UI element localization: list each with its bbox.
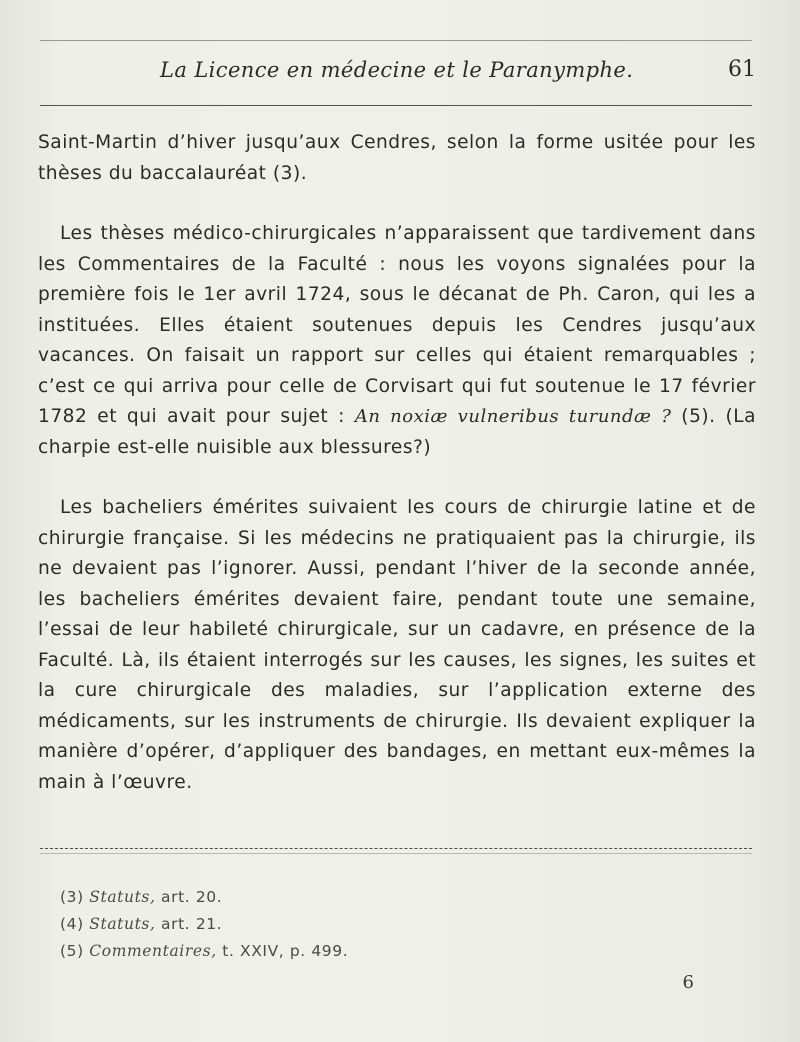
footnote-reference: art. 20. <box>155 888 223 906</box>
header-rule <box>40 105 752 106</box>
footnotes <box>60 884 348 965</box>
footnote-5 <box>60 938 348 965</box>
paragraph-2 <box>38 219 756 463</box>
footnote-source: Statuts, <box>89 888 156 906</box>
paragraph-3-text: Les bacheliers émérites suivaient les cours de chirurgie latine et de chirurgie française. Si les médecins ne pratiquaient pas la chirurgie, ils ne devaient pas l’ignorer. Aussi, pendant l’hiver de la seconde année, les bacheliers émérites devaient faire, pendant toute une semaine, l’essai de leur habileté chirurgicale, sur un cadavre, en présence de la Faculté. Là, ils étaient interrogés sur les causes, les signes, les suites et la cure chirurgicale des maladies, sur l’application externe des médicaments, sur les instruments de chirurgie. Ils devaient expliquer la manière d’opérer, d’appliquer des bandages, en mettant eux-mêmes la main à l’œuvre. <box>38 497 756 793</box>
paragraph-1 <box>38 128 756 189</box>
paragraph-2-text-end: (5). (La charpie est-elle nuisible aux blessures?) <box>38 406 757 458</box>
footnote-marker: (4) <box>60 915 84 933</box>
footnote-reference: t. XXIV, p. 499. <box>216 942 349 960</box>
footnote-source: Statuts, <box>89 915 156 933</box>
paragraph-3 <box>38 493 756 798</box>
body-text <box>38 128 756 798</box>
footnote-source: Commentaires, <box>89 942 217 960</box>
paragraph-1-text: Saint-Martin d’hiver jusqu’aux Cendres, selon la forme usitée pour les thèses du baccalauréat (3). <box>38 132 756 184</box>
footnote-reference: art. 21. <box>155 915 223 933</box>
footnote-marker: (3) <box>60 888 84 906</box>
footnote-3 <box>60 884 348 911</box>
page-number: 61 <box>728 57 756 82</box>
running-title: La Licence en médecine et le Paranymphe. <box>160 58 634 82</box>
footnote-marker: (5) <box>60 942 84 960</box>
thesis-title: An noxiæ vulneribus turundæ ? <box>354 406 672 427</box>
footnote-rule-secondary <box>40 853 752 854</box>
footnote-rule <box>40 848 752 849</box>
footnote-4 <box>60 911 348 938</box>
top-rule <box>40 40 752 41</box>
signature-mark: 6 <box>682 972 694 993</box>
paragraph-2-text: Les thèses médico-chirurgicales n’apparaissent que tardivement dans les Commentaires de la Faculté : nous les voyons signalées pour la première fois le 1er avril 1724, sous le décanat de Ph. Caron, qui les a instituées. Elles étaient soutenues depuis les Cendres jusqu’aux vacances. On faisait un rapport sur celles qui étaient remarquables ; c’est ce qui arriva pour celle de Corvisart qui fut soutenue le 17 février 1782 et qui avait pour sujet : <box>38 223 756 427</box>
